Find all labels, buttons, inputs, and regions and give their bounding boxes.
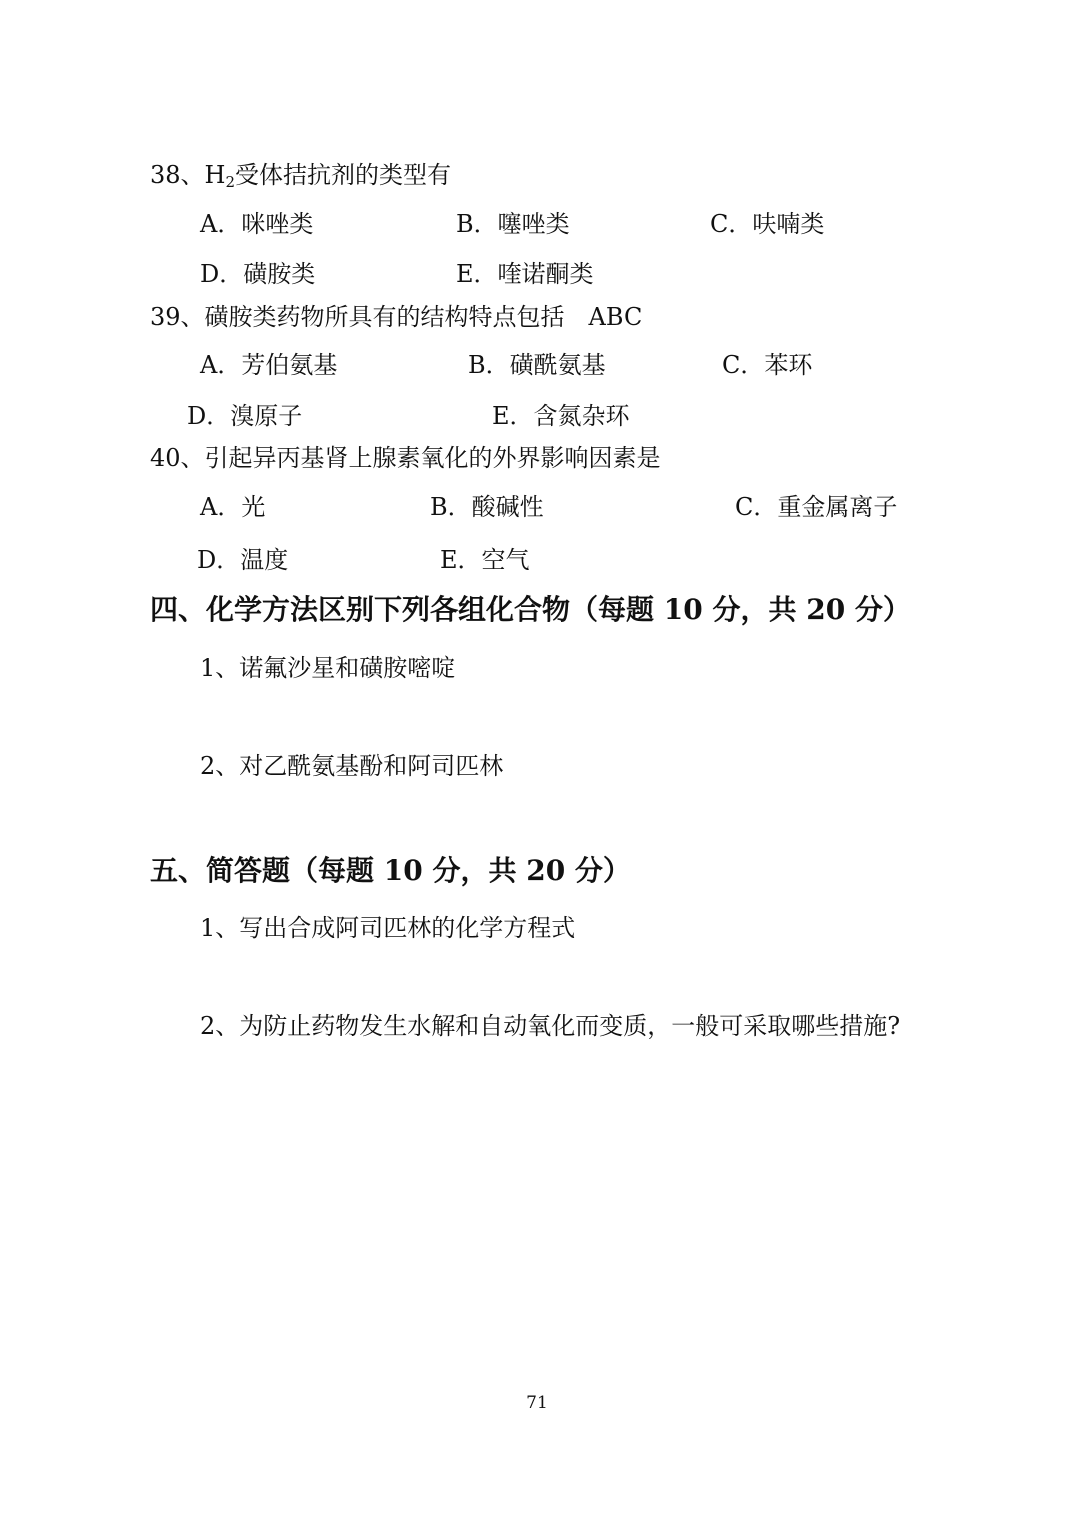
q39-option-d: D．溴原子 <box>187 402 303 430</box>
question-40-stem: 40、引起异丙基肾上腺素氧化的外界影响因素是 <box>150 444 661 472</box>
page-number: 71 <box>526 1393 548 1413</box>
q38-option-e: E．喹诺酮类 <box>456 260 594 288</box>
q38-option-a: A．咪唑类 <box>200 210 314 238</box>
question-39-stem: 39、磺胺类药物所具有的结构特点包括 ABC <box>150 303 643 331</box>
q40-option-a: A．光 <box>200 493 266 521</box>
q40-option-b: B．酸碱性 <box>430 493 544 521</box>
section-5-item-2: 2、为防止药物发生水解和自动氧化而变质，一般可采取哪些措施? <box>200 1012 901 1040</box>
q38-option-d: D．磺胺类 <box>200 260 316 288</box>
section-4-item-1: 1、诺氟沙星和磺胺嘧啶 <box>200 654 456 682</box>
q39-option-a: A．芳伯氨基 <box>200 351 338 379</box>
section-5-item-1: 1、写出合成阿司匹林的化学方程式 <box>200 914 576 942</box>
q38-option-c: C．呋喃类 <box>710 210 825 238</box>
section-4-heading: 四、化学方法区别下列各组化合物（每题 10 分，共 20 分） <box>150 593 911 626</box>
question-38-stem: 38、$H_2$受体拮抗剂的类型有 <box>150 161 452 191</box>
section-4-item-2: 2、对乙酰氨基酚和阿司匹林 <box>200 752 504 780</box>
q40-option-c: C．重金属离子 <box>735 493 898 521</box>
q39-option-b: B．磺酰氨基 <box>468 351 606 379</box>
q40-option-d: D．温度 <box>197 546 289 574</box>
section-5-heading: 五、简答题（每题 10 分，共 20 分） <box>150 854 631 887</box>
q38-option-b: B．噻唑类 <box>456 210 570 238</box>
q39-option-c: C．苯环 <box>722 351 813 379</box>
q40-option-e: E．空气 <box>440 546 530 574</box>
q39-option-e: E．含氮杂环 <box>492 402 630 430</box>
